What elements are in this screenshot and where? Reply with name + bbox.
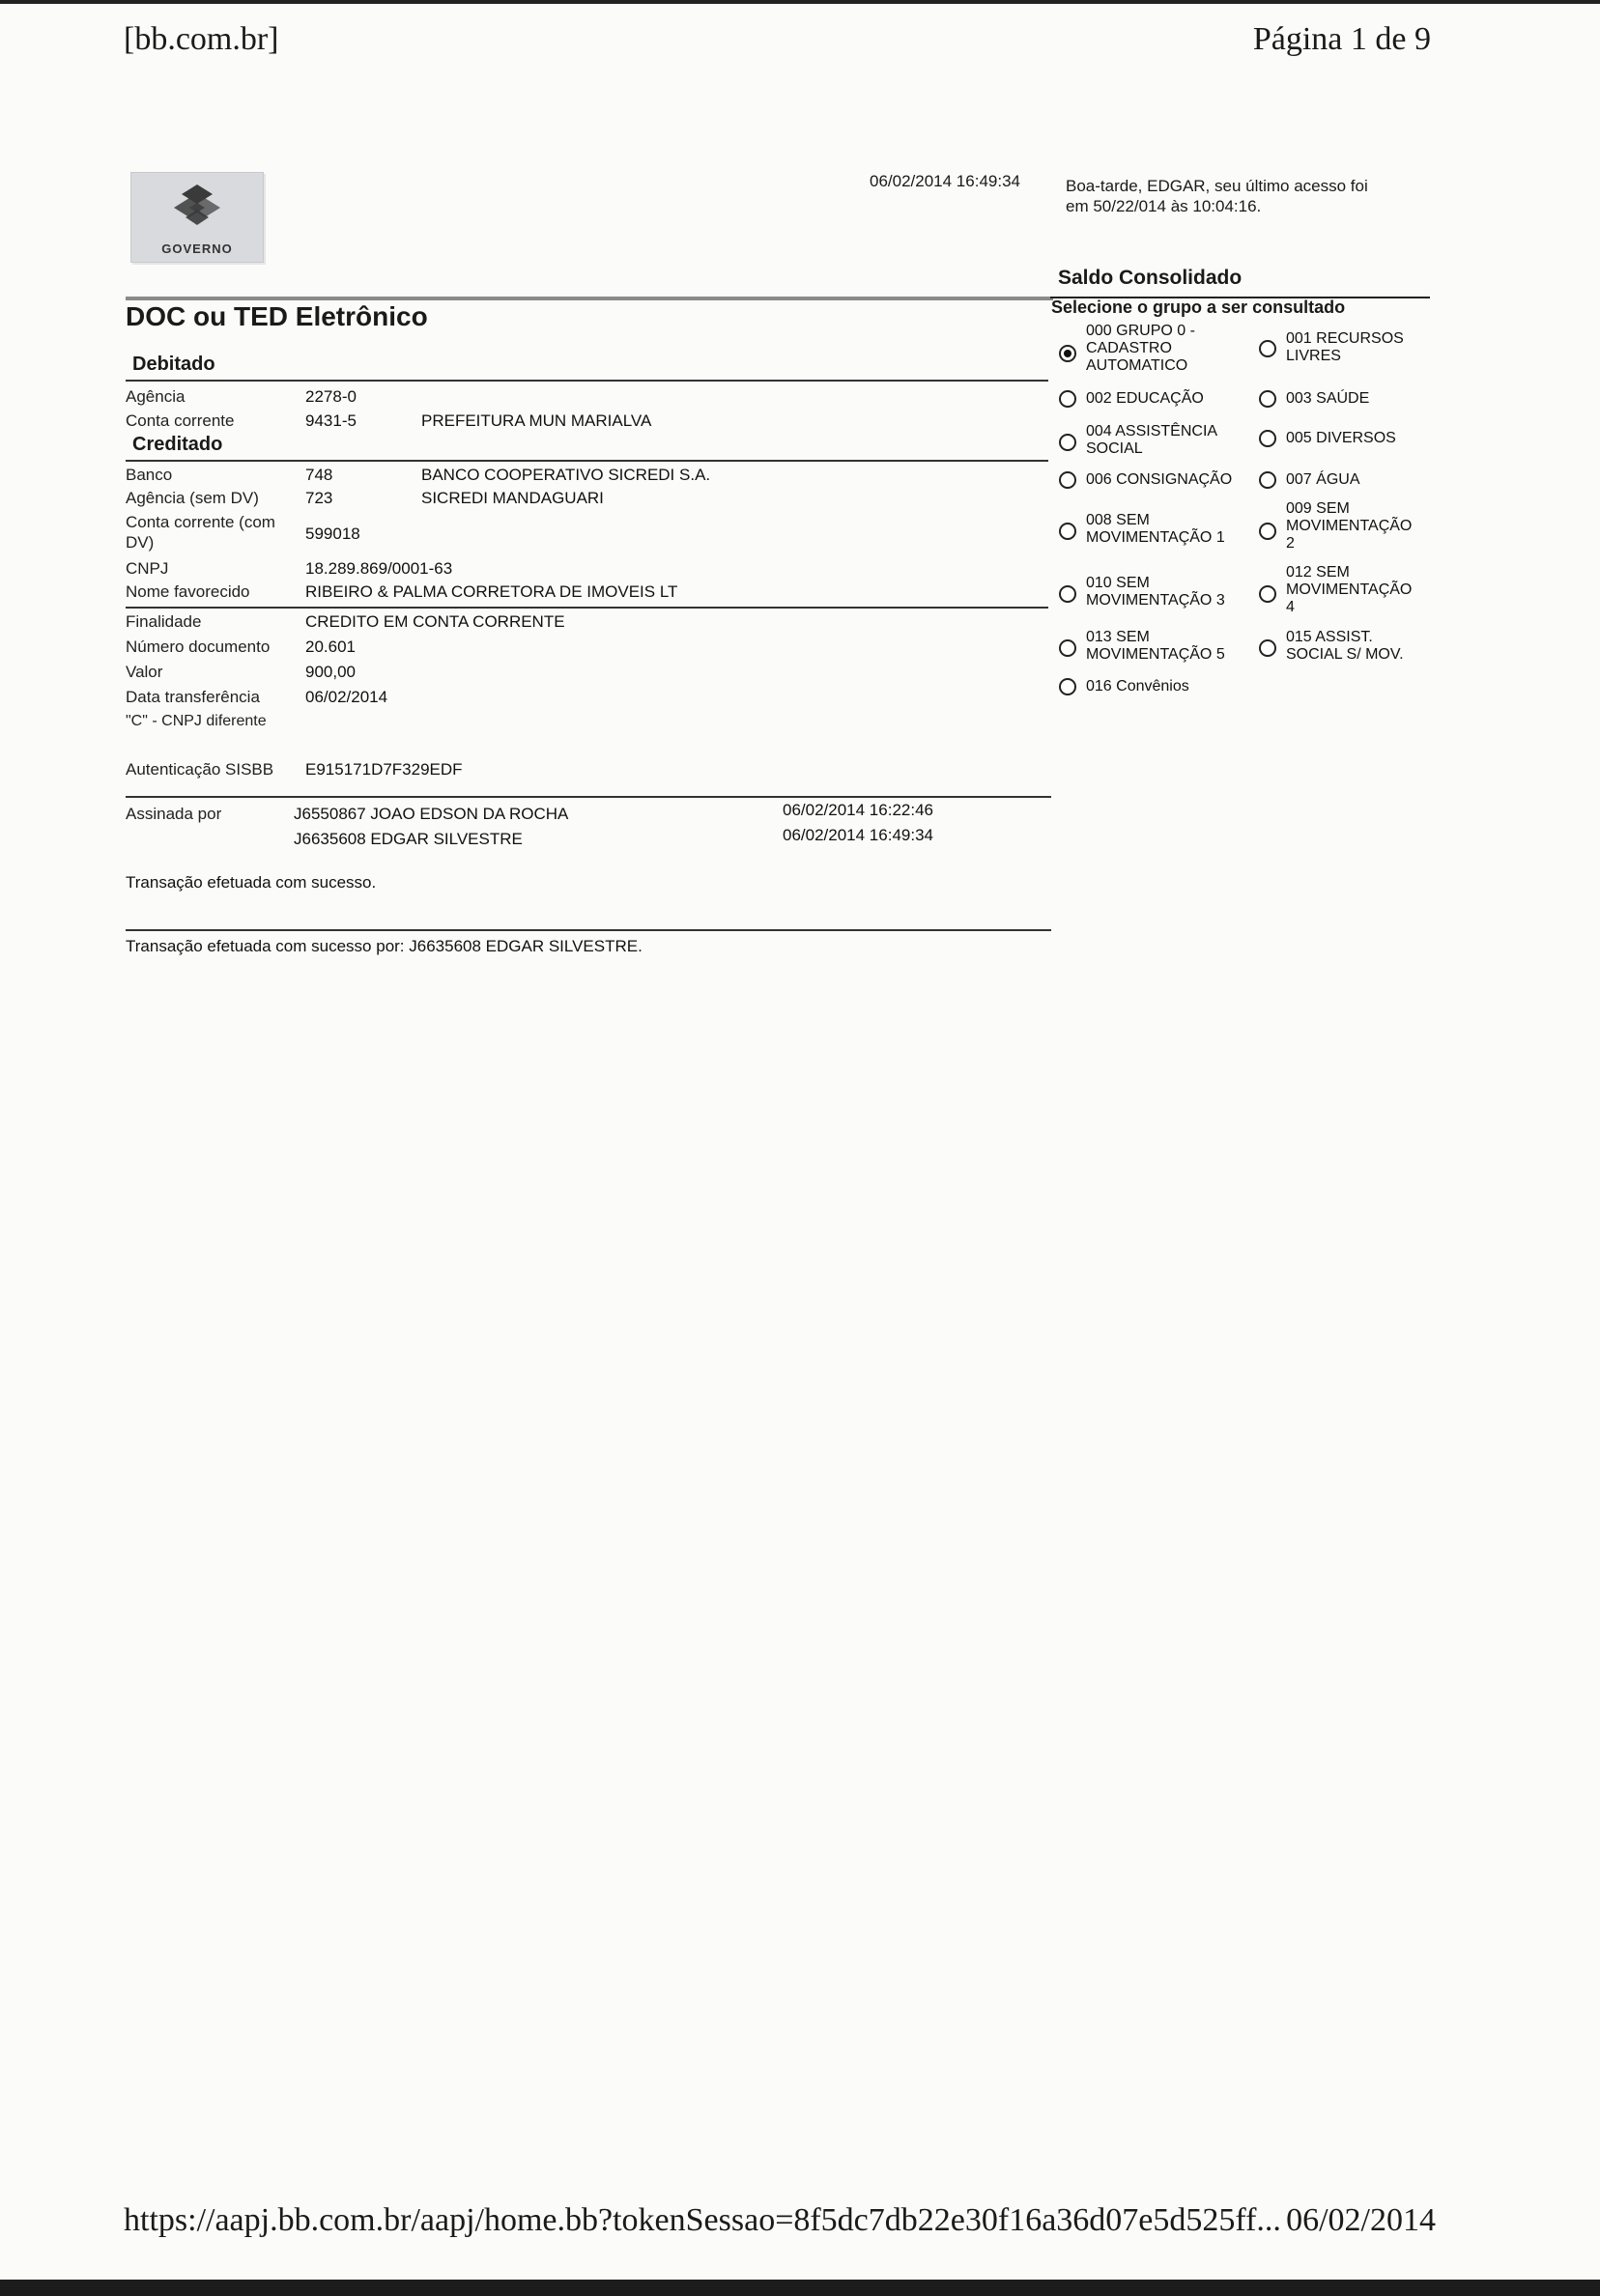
radio-label-013[interactable] bbox=[1086, 629, 1225, 664]
radio-label-004[interactable] bbox=[1086, 423, 1217, 458]
autenticacao-value: E915171D7F329EDF bbox=[305, 760, 463, 779]
radio-004[interactable] bbox=[1059, 434, 1076, 451]
creditado-conta-value: 599018 bbox=[305, 524, 360, 543]
creditado-conta-label bbox=[126, 512, 275, 553]
debitado-conta-value: 9431-5 bbox=[305, 411, 357, 430]
radio-012[interactable] bbox=[1259, 585, 1276, 603]
header-separator bbox=[126, 297, 1053, 300]
assinatura-2-when: 06/02/2014 16:49:34 bbox=[783, 826, 933, 844]
radio-label-002-l1: 002 EDUCAÇÃO bbox=[1086, 390, 1204, 407]
radio-label-008-l1: 008 SEM bbox=[1086, 512, 1150, 528]
data-transferencia-label: Data transferência bbox=[126, 688, 260, 706]
radio-010[interactable] bbox=[1059, 585, 1076, 603]
assinada-por-label: Assinada por bbox=[126, 805, 222, 823]
status-rule bbox=[126, 929, 1051, 931]
radio-label-000-l1: 000 GRUPO 0 - bbox=[1086, 323, 1195, 339]
creditado-conta-label-line1: Conta corrente (com bbox=[126, 513, 275, 531]
debitado-conta-label: Conta corrente bbox=[126, 411, 235, 430]
radio-label-009-l1: 009 SEM bbox=[1286, 500, 1350, 517]
greeting-line-1: Boa-tarde, EDGAR, seu último acesso foi bbox=[1066, 177, 1368, 195]
radio-label-001-l1: 001 RECURSOS bbox=[1286, 330, 1404, 347]
bb-governo-logo[interactable] bbox=[130, 172, 264, 263]
creditado-nome-label: Nome favorecido bbox=[126, 582, 250, 601]
creditado-agencia-label: Agência (sem DV) bbox=[126, 489, 259, 507]
creditado-banco-label: Banco bbox=[126, 466, 173, 484]
radio-label-012-l3: 4 bbox=[1286, 599, 1295, 615]
finalidade-label: Finalidade bbox=[126, 612, 202, 631]
radio-016[interactable] bbox=[1059, 678, 1076, 695]
radio-label-012[interactable] bbox=[1286, 564, 1412, 616]
creditado-heading: Creditado bbox=[132, 434, 223, 455]
creditado-cnpj-label: CNPJ bbox=[126, 559, 169, 578]
radio-015[interactable] bbox=[1259, 639, 1276, 657]
radio-label-008[interactable] bbox=[1086, 512, 1225, 547]
radio-001[interactable] bbox=[1259, 340, 1276, 357]
radio-label-007-l1: 007 ÁGUA bbox=[1286, 471, 1360, 488]
debitado-conta-holder: PREFEITURA MUN MARIALVA bbox=[421, 411, 652, 430]
radio-000[interactable] bbox=[1059, 345, 1076, 362]
status-message: Transação efetuada com sucesso. bbox=[126, 873, 377, 892]
details-rule bbox=[126, 607, 1048, 609]
saldo-title: Saldo Consolidado bbox=[1058, 267, 1243, 289]
numero-documento-value: 20.601 bbox=[305, 638, 356, 656]
radio-label-013-l2: MOVIMENTAÇÃO 5 bbox=[1086, 646, 1225, 663]
debitado-agencia-label: Agência bbox=[126, 387, 186, 406]
finalidade-value: CREDITO EM CONTA CORRENTE bbox=[305, 612, 565, 631]
radio-002[interactable] bbox=[1059, 390, 1076, 408]
radio-003[interactable] bbox=[1259, 390, 1276, 408]
radio-label-009-l2: MOVIMENTAÇÃO bbox=[1286, 518, 1413, 534]
radio-label-016-l1: 016 Convênios bbox=[1086, 678, 1189, 694]
bb-logo-icon bbox=[170, 183, 224, 229]
radio-013[interactable] bbox=[1059, 639, 1076, 657]
radio-label-010-l1: 010 SEM bbox=[1086, 575, 1150, 591]
radio-005[interactable] bbox=[1259, 430, 1276, 447]
radio-label-008-l2: MOVIMENTAÇÃO 1 bbox=[1086, 529, 1225, 546]
creditado-agencia-name: SICREDI MANDAGUARI bbox=[421, 489, 604, 507]
radio-label-015-l2: SOCIAL S/ MOV. bbox=[1286, 646, 1404, 663]
radio-008[interactable] bbox=[1059, 523, 1076, 540]
radio-label-000[interactable] bbox=[1086, 323, 1195, 375]
creditado-banco-code: 748 bbox=[305, 466, 333, 484]
creditado-nome-value: RIBEIRO & PALMA CORRETORA DE IMOVEIS LT bbox=[305, 582, 678, 601]
radio-label-002[interactable] bbox=[1086, 390, 1204, 408]
creditado-banco-name: BANCO COOPERATIVO SICREDI S.A. bbox=[421, 466, 711, 484]
radio-label-001[interactable] bbox=[1286, 330, 1404, 365]
creditado-conta-label-line2: DV) bbox=[126, 533, 155, 552]
cnpj-note: "C" - CNPJ diferente bbox=[126, 713, 267, 729]
data-transferencia-value: 06/02/2014 bbox=[305, 688, 388, 706]
radio-label-009[interactable] bbox=[1286, 500, 1412, 553]
print-footer-date: 06/02/2014 bbox=[1286, 2202, 1436, 2238]
radio-label-006[interactable] bbox=[1086, 471, 1232, 489]
radio-label-015[interactable] bbox=[1286, 629, 1404, 664]
radio-label-000-l3: AUTOMATICO bbox=[1086, 357, 1188, 374]
assinaturas-rule bbox=[126, 796, 1051, 798]
print-footer-url: https://aapj.bb.com.br/aapj/home.bb?tokenSessao=8f5dc7db22e30f16a36d07e5d525ff... bbox=[124, 2202, 1281, 2238]
radio-label-012-l2: MOVIMENTAÇÃO bbox=[1286, 581, 1413, 598]
assinatura-1-who: J6550867 JOAO EDSON DA ROCHA bbox=[294, 805, 569, 823]
creditado-rule bbox=[126, 460, 1048, 462]
radio-label-000-l2: CADASTRO bbox=[1086, 340, 1172, 356]
radio-label-006-l1: 006 CONSIGNAÇÃO bbox=[1086, 471, 1233, 488]
assinatura-2-who: J6635608 EDGAR SILVESTRE bbox=[294, 830, 523, 848]
radio-label-015-l1: 015 ASSIST. bbox=[1286, 629, 1373, 645]
debitado-heading: Debitado bbox=[132, 354, 215, 375]
radio-label-009-l3: 2 bbox=[1286, 535, 1295, 552]
debitado-rule bbox=[126, 380, 1048, 382]
radio-006[interactable] bbox=[1059, 471, 1076, 489]
radio-label-005-l1: 005 DIVERSOS bbox=[1286, 430, 1396, 446]
radio-label-012-l1: 012 SEM bbox=[1286, 564, 1350, 581]
debitado-agencia-value: 2278-0 bbox=[305, 387, 357, 406]
radio-label-005[interactable] bbox=[1286, 430, 1396, 447]
creditado-cnpj-value: 18.289.869/0001-63 bbox=[305, 559, 453, 578]
page-title: DOC ou TED Eletrônico bbox=[126, 301, 428, 331]
logo-label: GOVERNO bbox=[161, 241, 233, 256]
assinatura-1-when: 06/02/2014 16:22:46 bbox=[783, 801, 933, 819]
radio-label-013-l1: 013 SEM bbox=[1086, 629, 1150, 645]
radio-label-004-l2: SOCIAL bbox=[1086, 440, 1143, 457]
radio-label-003-l1: 003 SAÚDE bbox=[1286, 390, 1370, 407]
radio-label-016[interactable] bbox=[1086, 678, 1189, 695]
radio-label-003[interactable] bbox=[1286, 390, 1369, 408]
status-message-signer: Transação efetuada com sucesso por: J6635608 EDGAR SILVESTRE. bbox=[126, 937, 643, 955]
radio-label-010-l2: MOVIMENTAÇÃO 3 bbox=[1086, 592, 1225, 609]
autenticacao-label: Autenticação SISBB bbox=[126, 760, 274, 779]
radio-007[interactable] bbox=[1259, 471, 1276, 489]
radio-label-010[interactable] bbox=[1086, 575, 1225, 609]
print-header-site: [bb.com.br] bbox=[124, 21, 279, 57]
numero-documento-label: Número documento bbox=[126, 638, 271, 656]
valor-label: Valor bbox=[126, 663, 163, 681]
saldo-subtitle: Selecione o grupo a ser consultado bbox=[1051, 298, 1346, 317]
radio-label-001-l2: LIVRES bbox=[1286, 348, 1341, 364]
creditado-agencia-value: 723 bbox=[305, 489, 333, 507]
top-scan-edge bbox=[0, 0, 1600, 4]
bottom-scan-edge bbox=[0, 2280, 1600, 2296]
radio-009[interactable] bbox=[1259, 523, 1276, 540]
session-greeting bbox=[1066, 176, 1433, 216]
valor-value: 900,00 bbox=[305, 663, 356, 681]
radio-label-004-l1: 004 ASSISTÊNCIA bbox=[1086, 423, 1218, 439]
print-header-page-counter: Página 1 de 9 bbox=[1252, 21, 1431, 57]
session-timestamp: 06/02/2014 16:49:34 bbox=[870, 172, 1020, 190]
greeting-line-2: em 50/22/014 às 10:04:16. bbox=[1066, 197, 1262, 215]
radio-label-007[interactable] bbox=[1286, 471, 1359, 489]
